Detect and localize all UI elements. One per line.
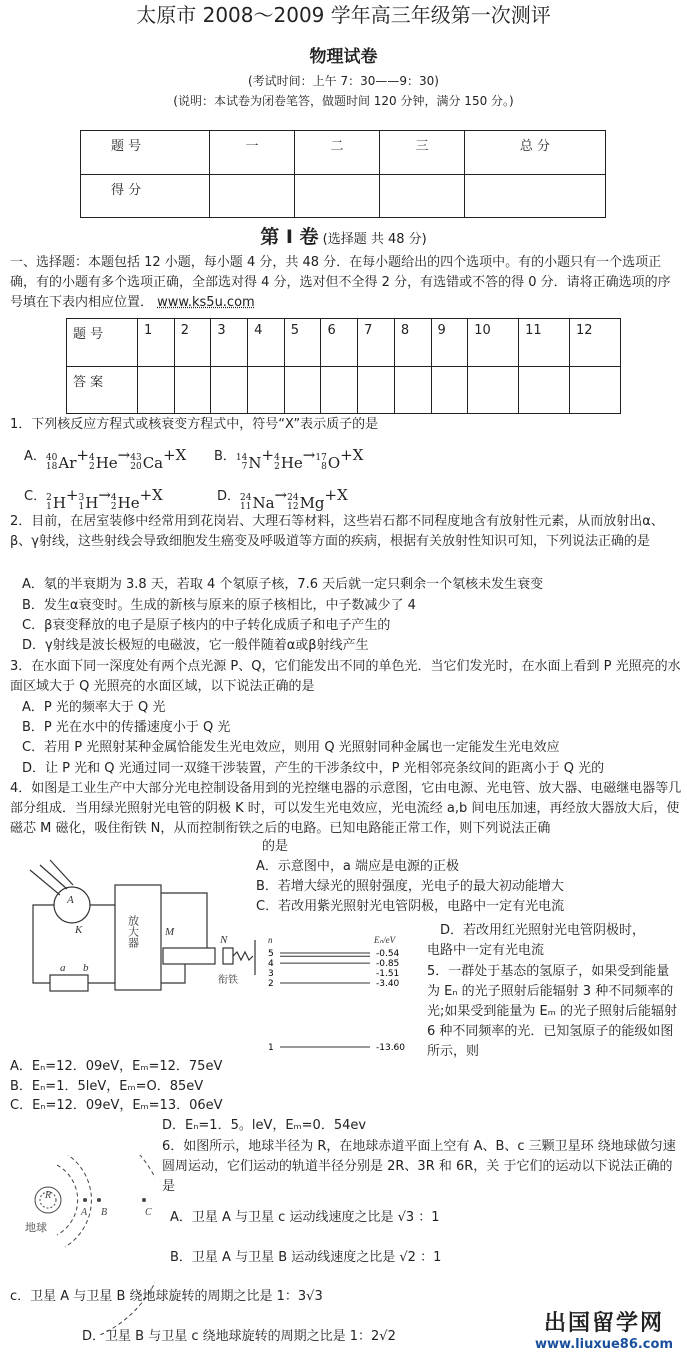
q3-stem: 3．在水面下同一深度处有两个点光源 P、Q，它们能发出不同的单色光．当它们发光时，在水面上看到 P 光照亮的水面区域大于 Q 光照亮的水面区域，以下说法正确的是 [10,659,681,694]
q5-option-d[interactable]: D．Eₙ=1．5。leV，Eₘ=0．54ev [162,1118,367,1133]
site-logo[interactable] [535,1306,673,1352]
light-ray [40,865,67,889]
score-cell[interactable] [465,175,606,218]
answer-cell[interactable] [358,367,395,414]
option-label: C． [24,489,47,504]
q3-option-d[interactable]: D．让 P 光和 Q 光通过同一双缝干涉装置，产生的干涉条纹中，P 光相邻亮条纹间的距离小于 Q 光的 [22,761,605,776]
nuclide: 4 2 He [110,493,140,512]
exam-time: (考试时间：上午 7：30——9：30) [248,74,439,88]
answer-cell[interactable] [248,367,285,414]
level-energy: -0.54 [376,949,400,959]
score-header: 二 [295,131,380,175]
q6-option-d[interactable]: D．卫星 B 与卫星 c 绕地球旋转的周期之比是 1：2√2 [82,1329,396,1344]
level-energy: -13.60 [376,1043,406,1053]
answer-cell[interactable] [519,367,570,414]
label-r: R [45,1190,52,1201]
question-number: 7 [358,319,395,367]
question-number: 10 [468,319,519,367]
formula [46,486,163,512]
subject-title: 物理试卷 [309,47,378,67]
q4-option-d[interactable]: D．若改用红光照射光电管阴极时， [440,923,646,938]
option-label: B． [214,449,236,464]
q4-option-c[interactable]: C．若改用紫光照射光电管阴极，电路中一定有光电流 [256,899,565,914]
q6-option-a[interactable]: A．卫星 A 与卫星 c 运动线速度之比是 √3 ：1 [170,1210,440,1225]
q5-option-b[interactable]: B．Eₙ=1．5leV，Eₘ=O．85eV [10,1079,204,1094]
light-ray [30,870,60,895]
part1-heading [0,228,687,249]
armature-label: 衔铁 [218,975,238,986]
nuclide: 2 1 H [46,493,66,512]
score-row-label: 得 分 [81,175,210,218]
operator: +X [163,446,187,464]
power-source [50,975,88,991]
answer-cell[interactable] [174,367,211,414]
answer-table-label: 题 号 [67,319,138,367]
operator: → [98,486,111,504]
question-number: 2 [174,319,211,367]
answer-cell[interactable] [321,367,358,414]
operator: + [76,446,89,464]
armature [223,948,233,964]
question-number: 12 [570,319,621,367]
score-table [80,130,606,218]
nuclide: 43 20 Ca [130,453,164,472]
nuclide: 14 7 N [235,453,262,472]
part1-title: 第 I 卷 [260,226,319,248]
q5-option-c[interactable]: C．Eₙ=12．09eV，Eₘ=13．06eV [10,1098,223,1113]
question-number: 11 [519,319,570,367]
formula [45,446,187,472]
level-energy: -3.40 [376,979,400,989]
satellite-orbit-diagram [15,1155,155,1335]
question-number: 9 [431,319,468,367]
score-cell[interactable] [295,175,380,218]
answer-cell[interactable] [431,367,468,414]
q6-option-c[interactable]: c．卫星 A 与卫星 B 绕地球旋转的周期之比是 1：3√3 [10,1289,323,1304]
answer-cell[interactable] [284,367,321,414]
operator: → [302,446,316,464]
nuclide: 4 2 He [88,453,118,472]
level-energy: -1.51 [376,969,400,979]
exam-note: (说明：本试卷为闭卷笔答，做题时间 120 分钟，满分 150 分。) [173,94,514,108]
label-a-anode: A [67,894,74,906]
q2-stem: 2．目前，在居室装修中经常用到花岗岩、大理石等材料，这些岩石都不同程度地含有放射性元素，从而放射出α、β、γ射线，这些射线会导致细胞发生癌变及呼吸道等方面的疾病，根据有关放射性知识可知，下列说法正确的是 [10,514,664,549]
level-energy: -0.85 [376,959,400,969]
nuclide: 40 18 Ar [45,453,77,472]
electromagnet-coil [163,948,215,964]
operator: +X [139,486,163,504]
label-a: a [60,962,66,974]
label-a: A [81,1207,88,1218]
operator: + [261,446,275,464]
spring [233,952,253,960]
satellite-a [83,1198,87,1202]
light-ray [50,860,73,885]
satellite-c [142,1198,146,1202]
answer-cell[interactable] [570,367,621,414]
q4-option-a[interactable]: A．示意图中，a 端应是电源的正极 [256,859,459,874]
score-cell[interactable] [380,175,465,218]
question-number: 4 [248,319,285,367]
q3-option-b[interactable]: B．P 光在水中的传播速度小于 Q 光 [22,720,231,735]
exam-title: 太原市 2008～2009 学年高三年级第一次测评 [136,3,551,27]
operator: +X [340,446,364,464]
q4-stem: 4．如图是工业生产中大部分光电控制设备用到的光控继电器的示意图，它由电源、光电管、放大器、电磁继电器等几部分组成．当用绿光照射光电管的阴极 K 时，可以发生光电效应，光电流经 a,b 间电压加速，再经放大器放大后，使磁芯 M 磁化，吸住衔铁 N，从而控制衔铁之后的电路。已知电路能正常工作，则下列说法正确 [10,781,682,836]
score-header: 三 [380,131,465,175]
q1-option-b[interactable] [214,446,363,472]
part1-intro-text: 一、选择题：本题包括 12 小题，每小题 4 分，共 48 分．在每小题给出的四个选项中。有的小题只有一个选项正确，有的小题有多个选项正确，全部选对得 4 分，选对但不全得 2 分，有选错或不答的得 0 分．请将正确选项的序号填在下表内相应位置． [10,255,671,310]
score-header: 一 [210,131,295,175]
q5-option-a[interactable]: A．Eₙ=12．09eV，Eₘ=12．75eV [10,1059,223,1074]
q1-option-c[interactable] [24,486,163,512]
q5-stem: 5．一群处于基态的氢原子，如果受到能量为 Eₙ 的光子照射后能辐射 3 种不同频率的光;如果受到能量为 Eₘ 的光子照射后能辐射 6 种不同频率的光．已知氢原子的能级如图所示，则 [427,964,677,1059]
answer-cell[interactable] [468,367,519,414]
photoelectric-relay-diagram [15,855,265,995]
question-number: 1 [138,319,175,367]
question-number: 5 [284,319,321,367]
q2-option-d[interactable]: D．γ射线是波长极短的电磁波，它一般伴随着α或β射线产生 [22,638,369,653]
q6-stem: 6．如图所示，地球半径为 R，在地球赤道平面上空有 A、B、c 三颗卫星环 绕地球做匀速圆周运动，它们运动的轨道半径分别是 2R、3R 和 6R，关 于它们的运动以下说法正确的是 [162,1139,676,1194]
site-name: 出国留学网 [544,1311,665,1336]
site-url: www.liuxue86.com [535,1337,673,1352]
q1-stem: 1．下列核反应方程式或核衰变方程式中，符号“X”表示质子的是 [10,417,379,432]
operator: +X [324,486,348,504]
score-cell[interactable] [210,175,295,218]
answer-table-label: 答 案 [67,367,138,414]
part1-intro [10,253,682,313]
level-number: 4 [268,959,274,969]
q6-option-b[interactable]: B．卫星 A 与卫星 B 运动线速度之比是 √2 ：1 [170,1250,442,1265]
q4-stem-end: 的是 [262,839,289,854]
energy-axis-label: Eₙ/eV [374,935,396,945]
label-b: b [83,962,89,974]
nuclide: 24 12 Mg [287,493,325,512]
question-number: 8 [394,319,431,367]
q2-option-a[interactable]: A．氡的半衰期为 3.8 天，若取 4 个氡原子核，7.6 天后就一定只剩余一个氡核未发生衰变 [22,577,544,592]
label-k: K [75,924,83,936]
earth-label: 地球 [25,1221,47,1234]
q2-option-b[interactable]: B．发生α衰变时。生成的新核与原来的原子核相比，中子数减少了 4 [22,598,416,613]
q4-option-b[interactable]: B．若增大绿光的照射强度，光电子的最大初动能增大 [256,879,564,894]
satellite-b [97,1198,101,1202]
q1-option-a[interactable] [24,446,186,472]
level-number: 2 [268,979,274,989]
orbit-c [45,1155,155,1335]
nuclide: 4 2 He [274,453,303,472]
q2-option-c[interactable]: C．β衰变释放的电子是原子核内的中子转化成质子和电子产生的 [22,618,391,633]
wire [161,964,185,983]
score-header: 总 分 [465,131,606,175]
n-axis-label: n [268,935,273,945]
intro-link[interactable]: www.ks5u.com [157,295,255,310]
nuclide: 3 1 H [78,493,99,512]
answer-cell[interactable] [211,367,248,414]
q3-option-c[interactable]: C．若用 P 光照射某种金属恰能发生光电效应，则用 Q 光照射同种金属也一定能发生光电效应 [22,740,560,755]
answer-table [66,318,621,414]
nuclide: 17 8 O [315,453,341,472]
formula [240,486,348,512]
answer-cell[interactable] [394,367,431,414]
nuclide: 24 11 Na [240,493,275,512]
amplifier-label: 放大器 [126,915,140,948]
option-label: A． [24,449,46,464]
question-number: 6 [321,319,358,367]
wire [33,905,54,983]
level-number: 3 [268,969,274,979]
option-label: D． [217,489,241,504]
formula [235,446,364,472]
orbit-a [57,1165,78,1235]
level-number: 1 [268,1043,274,1053]
operator: → [117,446,131,464]
label-c: C [145,1207,152,1218]
operator: → [274,486,288,504]
level-number: 5 [268,949,274,959]
operator: + [65,486,79,504]
score-header: 题 号 [81,131,210,175]
q4-option-d-cont: 电路中一定有光电流 [427,943,545,958]
answer-cell[interactable] [138,367,175,414]
energy-level-diagram [262,935,418,1055]
q3-option-a[interactable]: A．P 光的频率大于 Q 光 [22,700,166,715]
wire [161,893,207,948]
label-n: N [220,934,228,946]
orbit-b [65,1155,91,1247]
label-b: B [101,1207,108,1218]
part1-title-note: (选择题 共 48 分) [322,232,427,247]
q1-option-d[interactable] [217,486,348,512]
label-m: M [165,926,175,938]
question-number: 3 [211,319,248,367]
